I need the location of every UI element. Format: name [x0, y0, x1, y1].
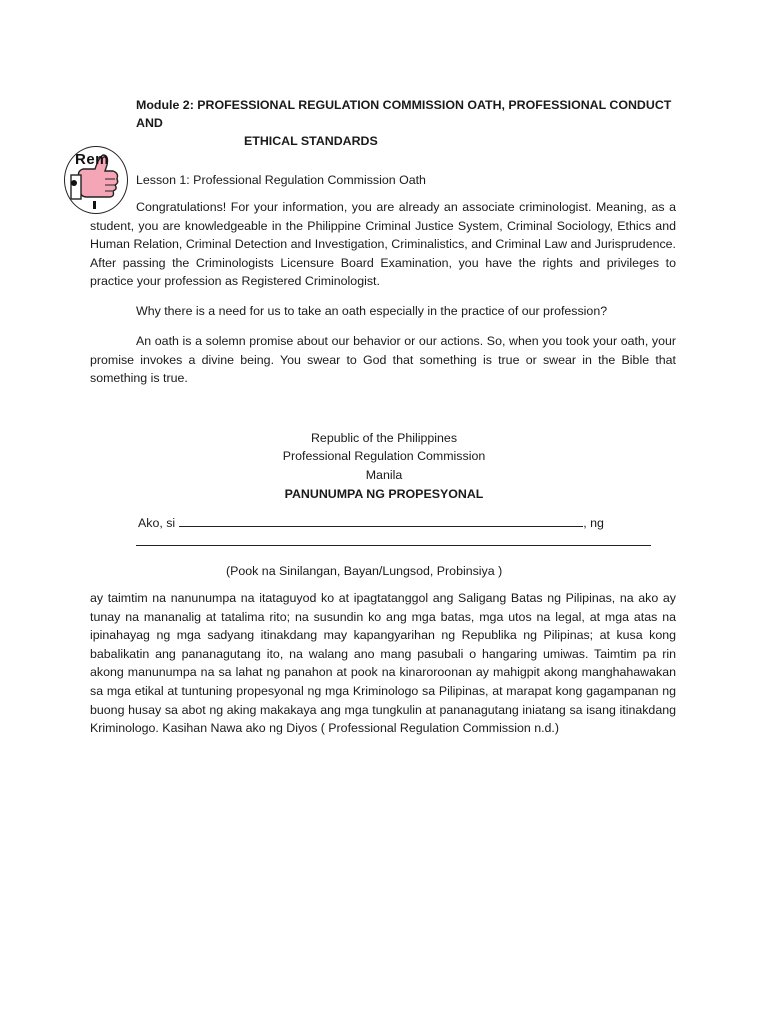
- oath-definition-paragraph: [90, 332, 676, 388]
- oath-definition-text: An oath is a solemn promise about our behavior or our actions. So, when you took your oath, your promise invokes a divine being. You swear to God that something is true or swear in the Bible that something is true.: [90, 334, 676, 386]
- oath-header-commission: Professional Regulation Commission: [282, 449, 486, 463]
- badge-text: Rem: [75, 151, 110, 168]
- why-oath-paragraph: [90, 302, 676, 321]
- module-title: [136, 96, 696, 150]
- congratulations-paragraph: [90, 198, 676, 291]
- why-oath-text: Why there is a need for us to take an oath especially in the practice of our profession?: [136, 304, 608, 318]
- ako-si-label: Ako, si: [138, 516, 176, 530]
- ng-label: , ng: [583, 516, 604, 530]
- module-title-line1: Module 2: PROFESSIONAL REGULATION COMMISSION OATH, PROFESSIONAL CONDUCT AND: [136, 98, 672, 130]
- module-title-line2: ETHICAL STANDARDS: [244, 134, 378, 148]
- name-line: [138, 514, 604, 532]
- oath-header-republic: Republic of the Philippines: [310, 431, 458, 445]
- name-blank[interactable]: [179, 514, 583, 527]
- oath-header-title: PANUNUMPA NG PROPESYONAL: [284, 487, 484, 501]
- oath-header-city: Manila: [365, 468, 403, 482]
- birthplace-label: (Pook na Sinilangan, Bayan/Lungsod, Probinsiya ): [226, 564, 503, 578]
- lesson-title: Lesson 1: Professional Regulation Commission Oath: [136, 173, 426, 187]
- birthplace-blank[interactable]: [136, 545, 651, 546]
- oath-body-paragraph: ay taimtim na nanunumpa na itataguyod ko at ipagtatanggol ang Saligang Batas ng Pilipinas, na ako ay tunay na mananalig at tatalima rito; na susundin ko ang mga batas, mga utos na legal, at mga atas na ipinahayag ng mga sadyang itinakdang may kapangyarihan ng Republika ng Pilipinas; at kusa kong babalikatin ang pananagutang ito, na walang ano mang pasubali o hangaring umiwas. Taimtim pa rin akong manunumpa na sa lahat ng panahon at pook na kinaroroonan ay mahigpit akong manghahawakan sa mga etikal at tuntuning propesyonal ng mga Kriminologo sa Pilipinas, at marapat kong gagampanan ng buong husay sa abot ng aking makakaya ang mga tungkulin at pananagutang iniatang sa isang itinakdang Kriminologo. Kasihan Nawa ako ng Diyos ( Professional Regulation Commission n.d.): [90, 591, 676, 736]
- congratulations-text: Congratulations! For your information, you are already an associate criminologist. Meaning, as a student, you are knowledgeable in the Philippine Criminal Justice System, Criminal Sociology, Ethics and Human Relation, Criminal Detection and Investigation, Criminalistics, and Criminal Law and Jurisprudence. After passing the Criminologists Licensure Board Examination, you have the rights and privileges to practice your profession as Registered Criminologist.: [90, 200, 676, 289]
